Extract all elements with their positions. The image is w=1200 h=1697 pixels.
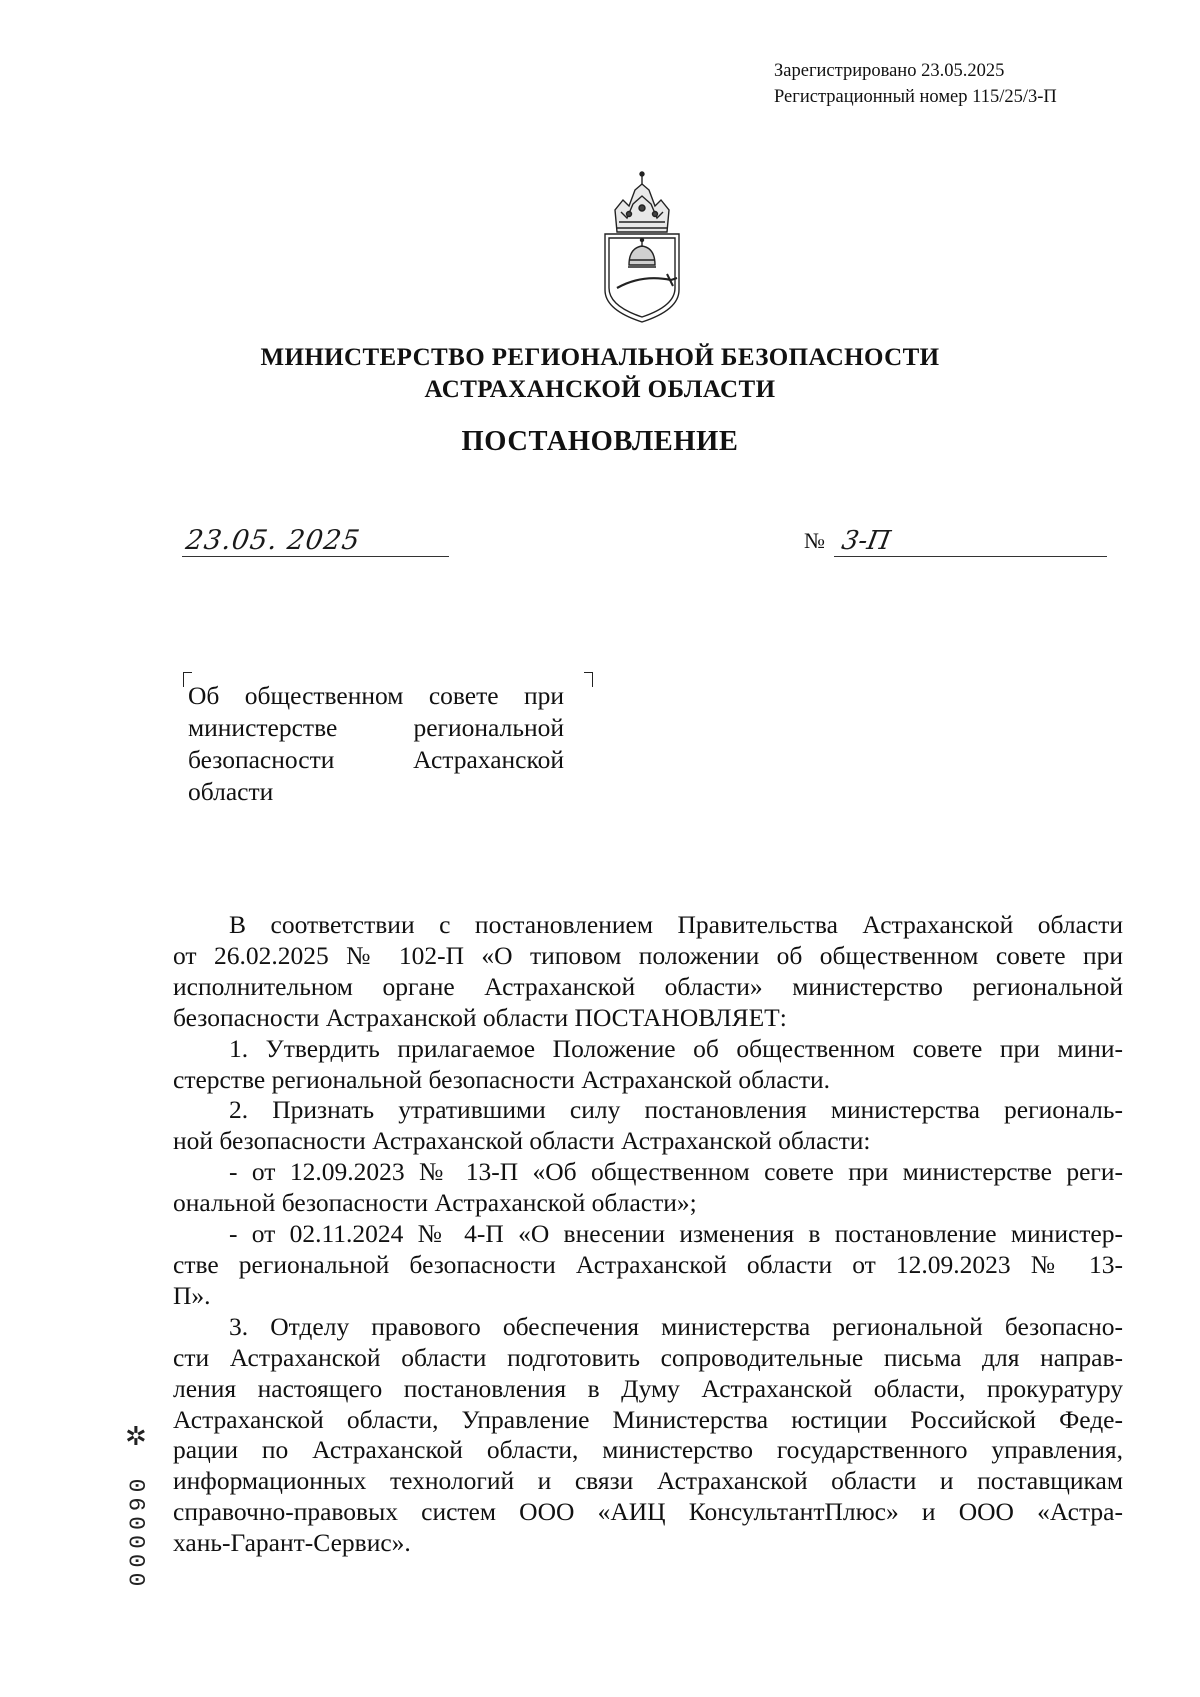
- stamp-flower-icon: ✲: [125, 1422, 147, 1451]
- document-type-title: ПОСТАНОВЛЕНИЕ: [461, 426, 739, 457]
- subject-block: [188, 680, 564, 808]
- registration-number: Регистрационный номер 115/25/3-П: [774, 87, 1057, 107]
- stamp-serial: [124, 1473, 154, 1587]
- date-field: [182, 522, 449, 557]
- body-line: сти Астраханской области подготовить сопроводительные письма для направ-: [173, 1342, 1123, 1372]
- registration-date: Зарегистрировано 23.05.2025: [774, 61, 1005, 81]
- registration-block: [774, 58, 1057, 110]
- body-line: безопасности Астраханской области ПОСТАНОВЛЯЕТ:: [173, 1002, 787, 1032]
- subject-corner-right: [584, 672, 593, 687]
- body-line: 3. Отделу правового обеспечения министерства региональной безопасно-: [229, 1311, 1123, 1341]
- body-line: 1. Утвердить прилагаемое Положение об общественном совете при мини-: [229, 1033, 1123, 1063]
- body-line: хань-Гарант-Сервис».: [173, 1528, 411, 1558]
- document-body: [173, 910, 1123, 1559]
- body-line: 2. Признать утратившими силу постановления министерства региональ-: [229, 1095, 1123, 1125]
- subject-line: Об общественном совете при: [188, 681, 564, 710]
- body-line: справочно-правовых систем ООО «АИЦ КонсультантПлюс» и ООО «Астра-: [173, 1497, 1123, 1527]
- body-line: от 26.02.2025 № 102-П «О типовом положении об общественном совете при: [173, 940, 1123, 970]
- body-line: исполнительном органе Астраханской области» министерство региональной: [173, 971, 1123, 1001]
- body-line: ления настоящего постановления в Думу Астраханской области, прокуратуру: [173, 1373, 1123, 1403]
- subject-line: области: [188, 777, 274, 806]
- body-line: В соответствии с постановлением Правительства Астраханской области: [229, 910, 1123, 939]
- body-line: информационных технологий и связи Астраханской области и поставщикам: [173, 1466, 1123, 1496]
- subject-line: безопасности Астраханской: [188, 745, 564, 774]
- ministry-name: [0, 342, 1200, 406]
- number-field: [834, 522, 1107, 557]
- body-line: ной безопасности Астраханской области Астраханской области:: [173, 1126, 871, 1156]
- date-handwritten: 23.05. 2025: [183, 525, 363, 556]
- body-line: - от 12.09.2023 № 13-П «Об общественном совете при министерстве реги-: [229, 1157, 1123, 1187]
- astrakhan-coat-of-arms-icon: [597, 170, 687, 325]
- body-line: Астраханской области, Управление Министерства юстиции Российской Феде-: [173, 1404, 1123, 1434]
- body-line: П».: [173, 1280, 211, 1310]
- body-line: стерстве региональной безопасности Астраханской области.: [173, 1064, 830, 1094]
- body-line: рации по Астраханской области, министерство государственного управления,: [173, 1435, 1123, 1465]
- body-line: ональной безопасности Астраханской области»;: [173, 1188, 697, 1218]
- number-label: №: [804, 528, 825, 553]
- subject-line: министерстве региональной: [188, 713, 564, 742]
- body-line: - от 02.11.2024 № 4-П «О внесении изменения в постановление министер-: [229, 1219, 1123, 1249]
- stamp-serial-text: 000090: [126, 1473, 152, 1587]
- number-handwritten: 3-П: [839, 526, 893, 556]
- ministry-name-line2: АСТРАХАНСКОЙ ОБЛАСТИ: [424, 376, 776, 403]
- body-line: стве региональной безопасности Астраханской области от 12.09.2023 № 13-: [173, 1249, 1123, 1279]
- ministry-name-line1: МИНИСТЕРСТВО РЕГИОНАЛЬНОЙ БЕЗОПАСНОСТИ: [260, 344, 940, 371]
